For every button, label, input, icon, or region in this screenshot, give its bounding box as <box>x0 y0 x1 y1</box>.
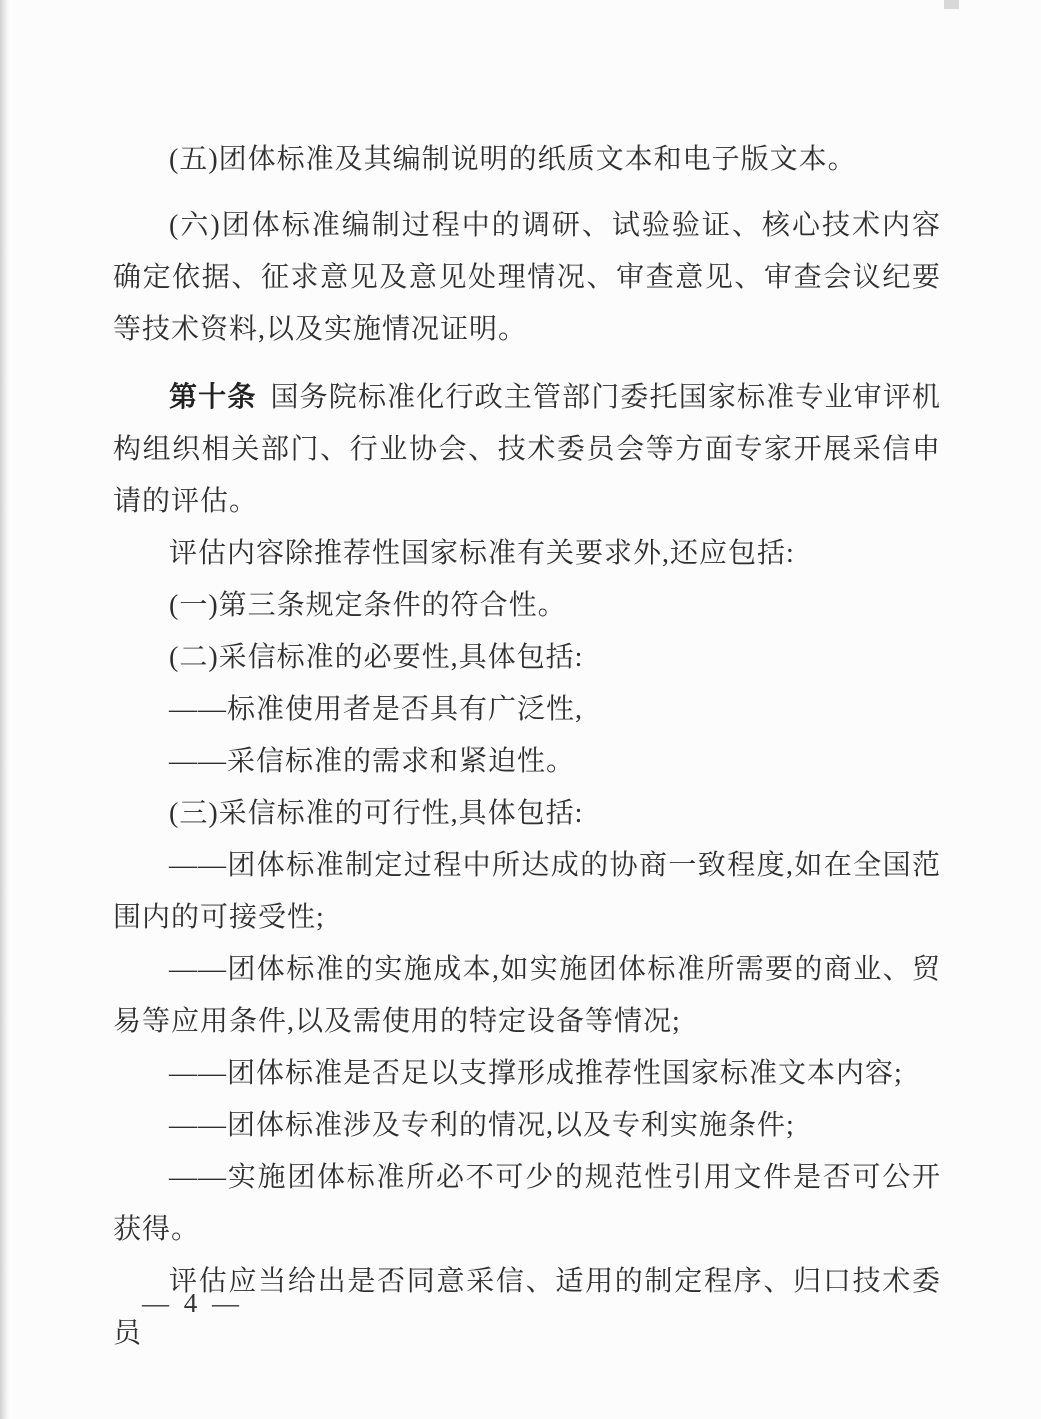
paragraph-item-5: (五)团体标准及其编制说明的纸质文本和电子版文本。 <box>169 144 857 175</box>
paragraph-dash-item-1: ——标准使用者是否具有广泛性, <box>169 694 584 725</box>
article-number: 第十条 <box>169 382 257 413</box>
scan-artifact <box>944 0 959 9</box>
paragraph-evaluation-result: 评估应当给出是否同意采信、适用的制定程序、归口技术委员 <box>113 1266 941 1349</box>
paragraph-item-6: (六)团体标准编制过程中的调研、试验验证、核心技术内容确定依据、征求意见及意见处理情况、审查意见、审查会议纪要等技术资料,以及实施情况证明。 <box>113 210 941 345</box>
article-text: 国务院标准化行政主管部门委托国家标准专业审评机构组织相关部门、行业协会、技术委员会等方面专家开展采信申请的评估。 <box>113 382 941 517</box>
paragraph-dash-item-4: ——团体标准的实施成本,如实施团体标准所需要的商业、贸易等应用条件,以及需使用的特定设备等情况; <box>113 954 941 1037</box>
paragraph-clause-2: (二)采信标准的必要性,具体包括: <box>169 642 584 673</box>
paragraph-dash-item-7: ——实施团体标准所必不可少的规范性引用文件是否可公开获得。 <box>113 1162 941 1245</box>
paragraph-dash-item-3: ——团体标准制定过程中所达成的协商一致程度,如在全国范围内的可接受性; <box>113 850 941 933</box>
page-number: — 4 — <box>142 1288 243 1318</box>
paragraph-article-10 <box>113 372 941 528</box>
paragraph-evaluation-intro: 评估内容除推荐性国家标准有关要求外,还应包括: <box>169 538 795 569</box>
paragraph-dash-item-2: ——采信标准的需求和紧迫性。 <box>169 746 576 777</box>
paragraph-dash-item-5: ——团体标准是否足以支撑形成推荐性国家标准文本内容; <box>169 1058 903 1089</box>
paragraph-dash-item-6: ——团体标准涉及专利的情况,以及专利实施条件; <box>169 1110 795 1141</box>
document-body <box>113 134 941 1360</box>
paragraph-clause-1: (一)第三条规定条件的符合性。 <box>169 590 567 621</box>
scan-edge-shadow <box>0 0 10 1419</box>
paragraph-clause-3: (三)采信标准的可行性,具体包括: <box>169 798 584 829</box>
